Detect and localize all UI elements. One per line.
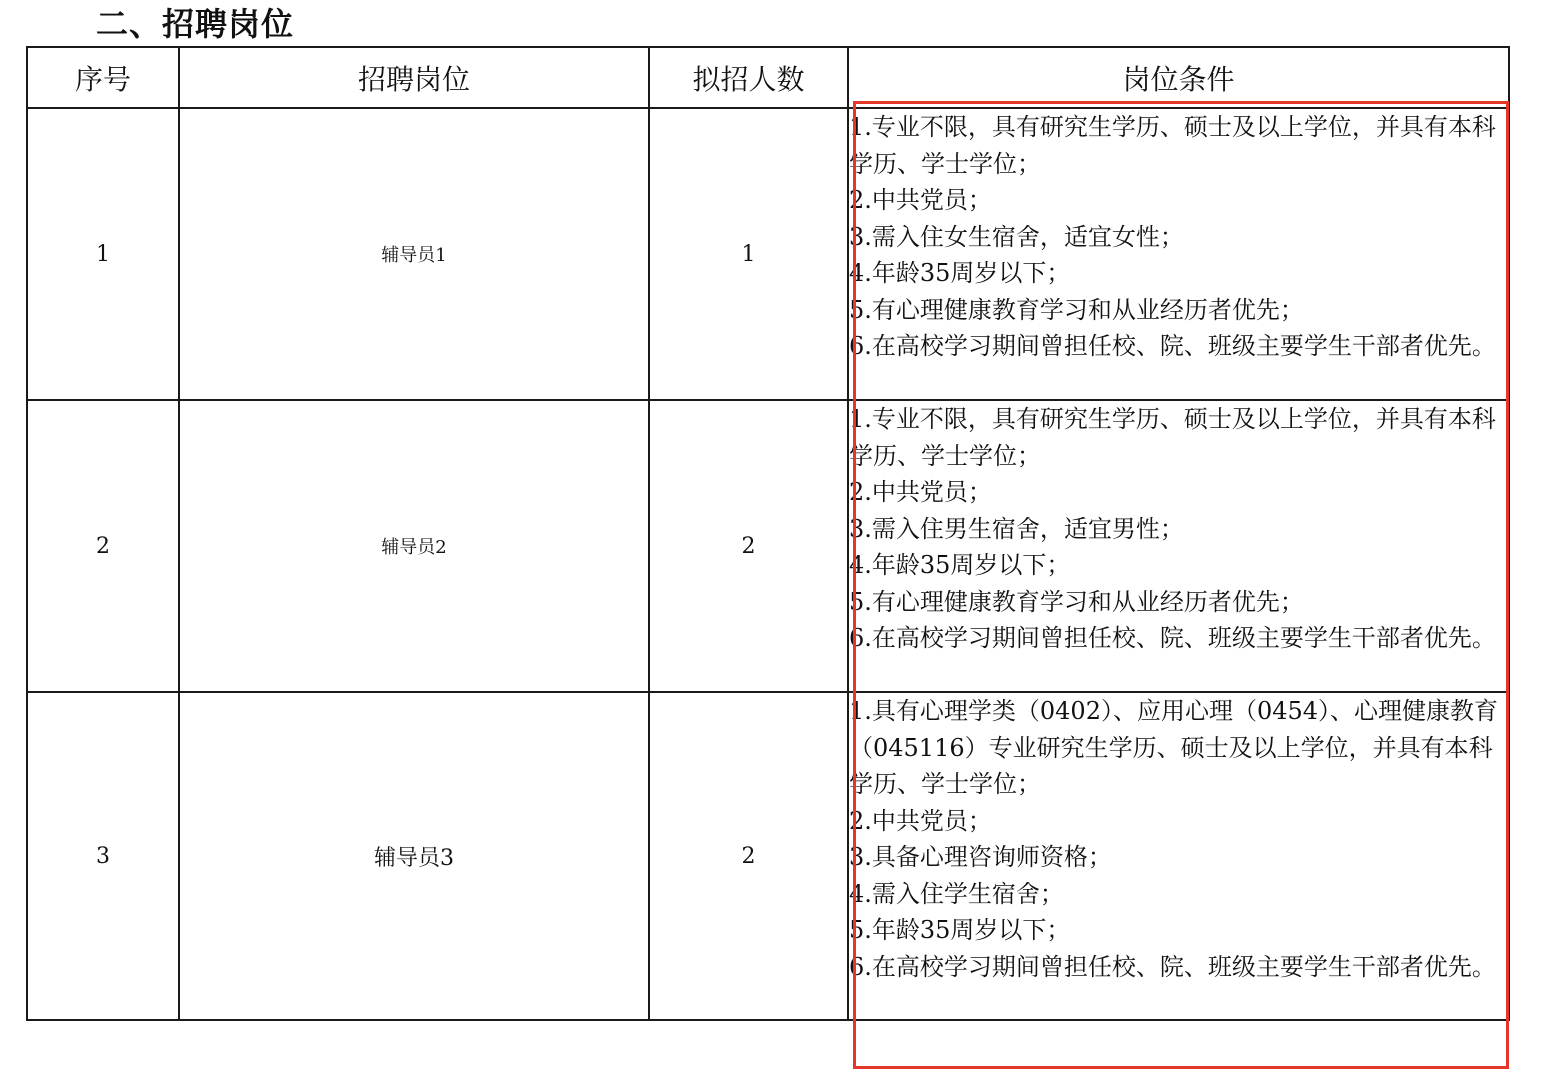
table-row — [27, 108, 1509, 400]
condition-line: 1.具有心理学类（0402）、应用心理（0454）、心理健康教育（045116）专业研究生学历、硕士及以上学位，并具有本科学历、学士学位； — [849, 697, 1499, 798]
condition-line: 6.在高校学习期间曾担任校、院、班级主要学生干部者优先。 — [849, 332, 1496, 360]
condition-line: 5.有心理健康教育学习和从业经历者优先； — [849, 587, 1304, 616]
condition-line: 4.年龄35周岁以下； — [849, 259, 1071, 287]
header-position: 招聘岗位 — [179, 47, 649, 108]
condition-line: 1.专业不限，具有研究生学历、硕士及以上学位，并具有本科学历、学士学位； — [849, 113, 1496, 178]
condition-line: 2.中共党员； — [849, 806, 992, 835]
header-index: 序号 — [27, 47, 179, 108]
row-conditions — [848, 108, 1509, 400]
section-title: 二、招聘岗位 — [96, 5, 295, 43]
condition-line: 6.在高校学习期间曾担任校、院、班级主要学生干部者优先。 — [849, 624, 1496, 652]
row-conditions — [848, 400, 1509, 692]
row-index: 3 — [27, 692, 179, 1020]
condition-line: 5.有心理健康教育学习和从业经历者优先； — [849, 295, 1304, 324]
condition-line: 6.在高校学习期间曾担任校、院、班级主要学生干部者优先。 — [849, 952, 1496, 981]
row-position: 辅导员1 — [179, 108, 649, 400]
condition-line: 4.需入住学生宿舍； — [849, 879, 1064, 908]
table-row — [27, 400, 1509, 692]
row-index: 2 — [27, 400, 179, 692]
row-position: 辅导员2 — [179, 400, 649, 692]
condition-line: 2.中共党员； — [849, 478, 992, 506]
table-header-row — [27, 47, 1509, 108]
condition-line: 3.具备心理咨询师资格； — [849, 843, 1112, 871]
row-count: 2 — [649, 400, 848, 692]
condition-line: 3.需入住男生宿舍，适宜男性； — [849, 514, 1184, 543]
row-index: 1 — [27, 108, 179, 400]
row-conditions — [848, 692, 1509, 1020]
row-position: 辅导员3 — [179, 692, 649, 1020]
row-count: 1 — [649, 108, 848, 400]
row-count: 2 — [649, 692, 848, 1020]
condition-line: 3.需入住女生宿舍，适宜女性； — [849, 222, 1184, 251]
header-count: 拟招人数 — [649, 47, 848, 108]
condition-line: 2.中共党员； — [849, 186, 992, 214]
recruitment-table — [26, 46, 1510, 1021]
table-row — [27, 692, 1509, 1020]
header-conditions: 岗位条件 — [848, 47, 1509, 108]
condition-line: 5.年龄35周岁以下； — [849, 916, 1071, 944]
condition-line: 1.专业不限，具有研究生学历、硕士及以上学位，并具有本科学历、学士学位； — [849, 405, 1496, 470]
condition-line: 4.年龄35周岁以下； — [849, 551, 1071, 579]
